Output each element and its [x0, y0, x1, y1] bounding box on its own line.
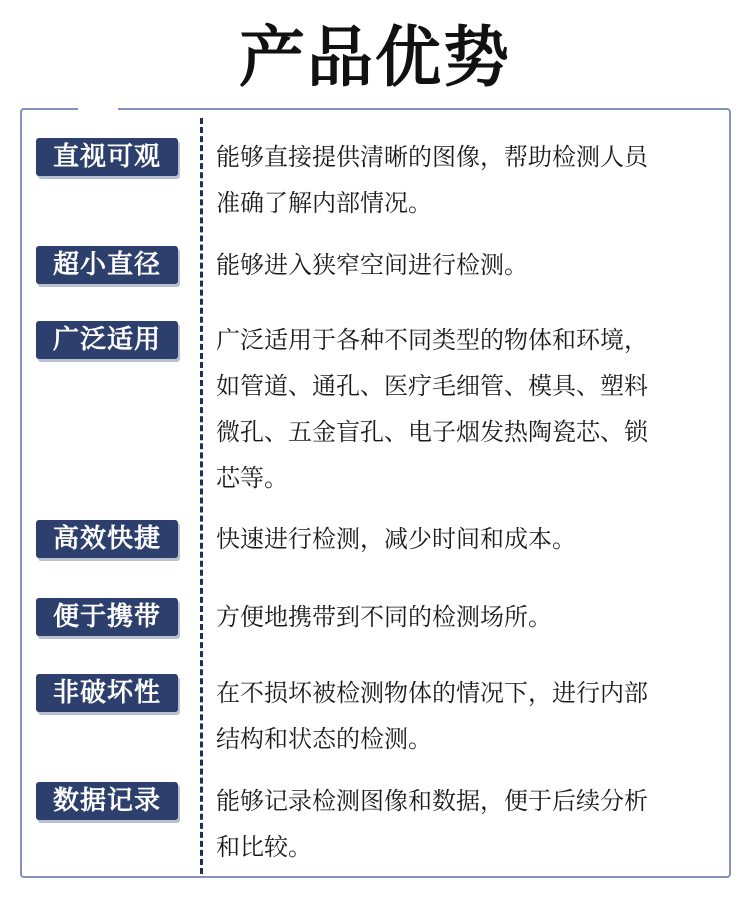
feature-description-line: 能够直接提供清晰的图像，帮助检测人员: [216, 143, 648, 171]
feature-badge: 广泛适用: [36, 321, 178, 359]
feature-description-line: 方便地携带到不同的检测场所。: [216, 603, 552, 631]
feature-description-line: 能够记录检测图像和数据，便于后续分析: [216, 787, 648, 815]
page-title: 产品优势: [239, 19, 511, 96]
feature-description: [216, 516, 716, 562]
feature-description: [216, 134, 716, 226]
feature-badge: 超小直径: [36, 246, 178, 284]
feature-badge: 直视可观: [36, 138, 178, 176]
feature-description-line: 如管道、通孔、医疗毛细管、模具、塑料: [216, 372, 648, 400]
feature-description-line: 能够进入狭窄空间进行检测。: [216, 251, 528, 279]
feature-description-line: 芯等。: [216, 464, 288, 492]
feature-description-line: 微孔、五金盲孔、电子烟发热陶瓷芯、锁: [216, 418, 648, 446]
feature-description: [216, 242, 716, 288]
feature-description: [216, 670, 716, 762]
feature-description-line: 快速进行检测，减少时间和成本。: [216, 525, 576, 553]
feature-badge: 便于携带: [36, 598, 178, 636]
feature-badge: 高效快捷: [36, 520, 178, 558]
dashed-divider: [200, 118, 203, 874]
feature-badge: 非破坏性: [36, 674, 178, 712]
feature-description: [216, 594, 716, 640]
frame-gap: [78, 104, 118, 114]
feature-description-line: 准确了解内部情况。: [216, 189, 432, 217]
feature-description-line: 广泛适用于各种不同类型的物体和环境，: [216, 326, 648, 354]
feature-description: [216, 778, 716, 870]
feature-badge: 数据记录: [36, 782, 178, 820]
feature-description-line: 结构和状态的检测。: [216, 725, 432, 753]
feature-description-line: 和比较。: [216, 833, 312, 861]
feature-description-line: 在不损坏被检测物体的情况下，进行内部: [216, 679, 648, 707]
feature-description: [216, 317, 716, 501]
